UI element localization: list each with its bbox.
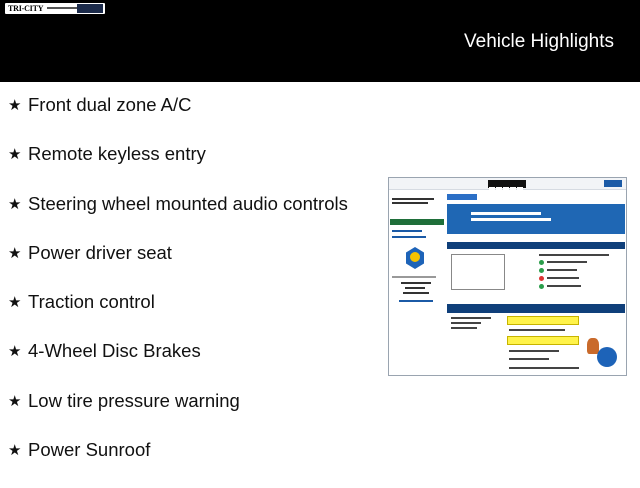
carfax-dealer-line xyxy=(405,287,425,289)
star-icon: ★ xyxy=(8,195,22,213)
carfax-dot xyxy=(539,268,544,273)
carfax-dealer-link xyxy=(399,300,433,302)
carfax-dealer-line xyxy=(403,292,429,294)
list-item xyxy=(8,340,348,389)
carfax-history-line xyxy=(451,327,477,329)
carfax-dot xyxy=(539,260,544,265)
feature-label: Traction control xyxy=(28,291,155,313)
header-bar xyxy=(0,0,640,82)
carfax-banner-text xyxy=(471,218,551,221)
list-item xyxy=(8,291,348,340)
list-item xyxy=(8,242,348,291)
feature-label: Power Sunroof xyxy=(28,439,151,461)
carfax-dot xyxy=(539,276,544,281)
logo-tagline xyxy=(47,7,77,9)
dealer-logo-text: TRI-CITY xyxy=(8,4,44,13)
carfax-dealer-line xyxy=(401,282,431,284)
carfax-banner xyxy=(447,204,625,234)
carfax-nav-link xyxy=(392,236,426,238)
carfax-dealer-line xyxy=(392,276,436,278)
carfax-nav-link xyxy=(392,230,422,232)
carfax-vin-line xyxy=(392,202,428,204)
carfax-history-line xyxy=(509,358,549,360)
carfax-list-line xyxy=(547,269,577,271)
carfax-nav-active xyxy=(390,219,444,225)
list-item xyxy=(8,193,348,242)
list-item xyxy=(8,94,348,143)
feature-label: Remote keyless entry xyxy=(28,143,206,165)
carfax-history-line xyxy=(451,322,481,324)
carfax-value-header xyxy=(447,242,625,249)
carfax-great-deal-badge xyxy=(597,347,617,367)
list-item xyxy=(8,390,348,439)
carfax-main xyxy=(447,192,625,376)
carfax-menu-button xyxy=(604,180,622,187)
carfax-tab xyxy=(447,194,477,200)
carfax-history-header xyxy=(447,304,625,313)
feature-label: Steering wheel mounted audio controls xyxy=(28,192,348,214)
star-icon: ★ xyxy=(8,294,22,312)
page-title: Vehicle Highlights xyxy=(464,31,614,52)
carfax-highlight-row xyxy=(507,336,579,345)
carfax-banner-text xyxy=(471,212,541,215)
logo-phone-block xyxy=(77,4,103,13)
carfax-history-line xyxy=(509,350,559,352)
feature-list xyxy=(8,94,348,488)
feature-label: Low tire pressure warning xyxy=(28,389,240,411)
carfax-vehicle-line xyxy=(392,198,434,200)
list-item xyxy=(8,439,348,488)
carfax-history-line xyxy=(509,329,565,331)
star-icon: ★ xyxy=(8,343,22,361)
feature-label: Front dual zone A/C xyxy=(28,94,192,115)
dealer-logo[interactable] xyxy=(5,3,105,14)
carfax-highlight-row xyxy=(507,316,579,325)
star-icon: ★ xyxy=(8,97,22,114)
carfax-topbar xyxy=(389,178,627,190)
carfax-list-line xyxy=(547,261,587,263)
carfax-logo xyxy=(488,180,526,188)
star-icon: ★ xyxy=(8,442,22,460)
feature-label: 4-Wheel Disc Brakes xyxy=(28,340,201,362)
carfax-list-title xyxy=(539,254,609,256)
carfax-dot xyxy=(539,284,544,289)
star-icon: ★ xyxy=(8,392,22,410)
carfax-list-line xyxy=(547,285,581,287)
star-icon: ★ xyxy=(8,146,22,164)
carfax-history-line xyxy=(451,317,491,319)
feature-label: Power driver seat xyxy=(28,241,172,263)
carfax-history-line xyxy=(509,367,579,369)
carfax-sidebar xyxy=(389,192,445,376)
carfax-report-thumbnail[interactable] xyxy=(388,177,627,376)
carfax-badge-center xyxy=(410,252,420,262)
star-icon: ★ xyxy=(8,244,22,262)
carfax-value-chart xyxy=(451,254,505,290)
carfax-list-line xyxy=(547,277,579,279)
list-item xyxy=(8,143,348,192)
